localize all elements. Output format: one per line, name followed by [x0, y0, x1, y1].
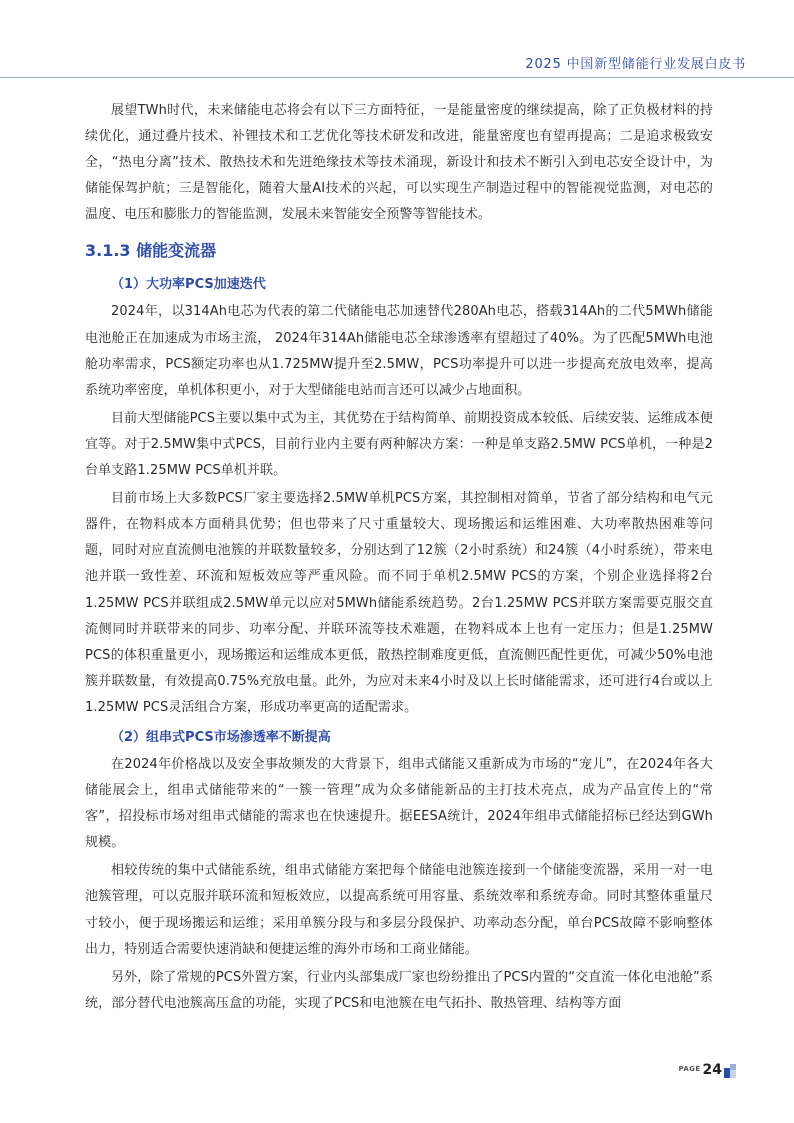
page-body — [85, 98, 713, 1019]
page-footer — [678, 1062, 738, 1078]
running-header-title: 2025 中国新型储能行业发展白皮书 — [525, 57, 746, 72]
section-heading: 3.1.3 储能变流器 — [85, 241, 217, 261]
intro-paragraph: 展望TWh时代，未来储能电芯将会有以下三方面特征，一是能量密度的继续提高，除了正负极材料的持续优化，通过叠片技术、补锂技术和工艺优化等技术研发和改进，能量密度也有望再提高；二是追求极致安全，“热电分离”技术、散热技术和先进绝缘技术等技术涌现，新设计和技术不断引入到电芯安全设计中，为储能保驾护航；三是智能化，随着大量AI技术的兴起，可以实现生产制造过程中的智能视觉监测，对电芯的温度、电压和膨胀力的智能监测，发展未来智能安全预警等智能技术。 — [85, 103, 713, 223]
body-paragraph: 另外，除了常规的PCS外置方案，行业内头部集成厂家也纷纷推出了PCS内置的“交直流一体化电池舱”系统，部分替代电池簇高压盒的功能，实现了PCS和电池簇在电气拓扑、散热管理、结构等方面 — [85, 969, 713, 1011]
body-paragraph: 2024年，以314Ah电芯为代表的第二代储能电芯加速替代280Ah电芯，搭载314Ah的二代5MWh储能电池舱正在加速成为市场主流， 2024年314Ah储能电芯全球渗透率有望超过了40%。为了匹配5MWh电池舱功率需求，PCS额定功率也从1.725MW提升至2.5MW，PCS功率提升可以进一步提高充放电效率，提高系统功率密度，单机体积更小，对于大型储能电站而言还可以减少占地面积。 — [85, 304, 713, 398]
body-paragraph: 相较传统的集中式储能系统，组串式储能方案把每个储能电池簇连接到一个储能变流器，采用一对一电池簇管理，可以克服并联环流和短板效应，以提高系统可用容量、系统效率和系统寿命。同时其整体重量尺寸较小，便于现场搬运和运维；采用单簇分段与和多层分段保护、功率动态分配，单台PCS故障不影响整体出力，特别适合需要快速消缺和便捷运维的海外市场和工商业储能。 — [85, 863, 713, 957]
page-corner-decoration-icon — [724, 1062, 738, 1078]
subsection-heading-2: （2）组串式PCS市场渗透率不断提高 — [111, 729, 331, 745]
body-paragraph: 目前大型储能PCS主要以集中式为主，其优势在于结构简单、前期投资成本较低、后续安装、运维成本便宜等。对于2.5MW集中式PCS，目前行业内主要有两种解决方案：一种是单支路2.5MW PCS单机，一种是2台单支路1.25MW PCS单机并联。 — [85, 410, 713, 479]
page-number: 24 — [702, 1062, 722, 1078]
subsection-heading-1: （1）大功率PCS加速迭代 — [111, 277, 266, 293]
page-label: PAGE — [678, 1065, 701, 1073]
body-paragraph: 目前市场上大多数PCS厂家主要选择2.5MW单机PCS方案，其控制相对简单，节省了部分结构和电气元器件，在物料成本方面稍具优势；但也带来了尺寸重量较大、现场搬运和运维困难、大功率散热困难等问题，同时对应直流侧电池簇的并联数量较多，分别达到了12簇（2小时系统）和24簇（4小时系统），带来电池并联一致性差、环流和短板效应等严重风险。而不同于单机2.5MW PCS的方案，个别企业选择将2台1.25MW PCS并联组成2.5MW单元以应对5MWh储能系统趋势。2台1.25MW PCS并联方案需要克服交直流侧同时并联带来的同步、功率分配、并联环流等技术难题，在物料成本上也有一定压力；但是1.25MW PCS的体积重量更小，现场搬运和运维成本更低，散热控制难度更低，直流侧匹配性更优，可减少50%电池簇并联数量，有效提高0.75%充放电量。此外，为应对未来4小时及以上长时储能需求，还可进行4台或以上1.25MW PCS灵活组合方案，形成功率更高的适配需求。 — [85, 491, 713, 715]
header-divider — [0, 77, 794, 78]
body-paragraph: 在2024年价格战以及安全事故频发的大背景下，组串式储能又重新成为市场的“宠儿”，在2024年各大储能展会上，组串式储能带来的“一簇一管理”成为众多储能新品的主打技术亮点，成为产品宣传上的“常客”，招投标市场对组串式储能的需求也在快速提升。据EESA统计，2024年组串式储能招标已经达到GWh规模。 — [85, 756, 713, 851]
